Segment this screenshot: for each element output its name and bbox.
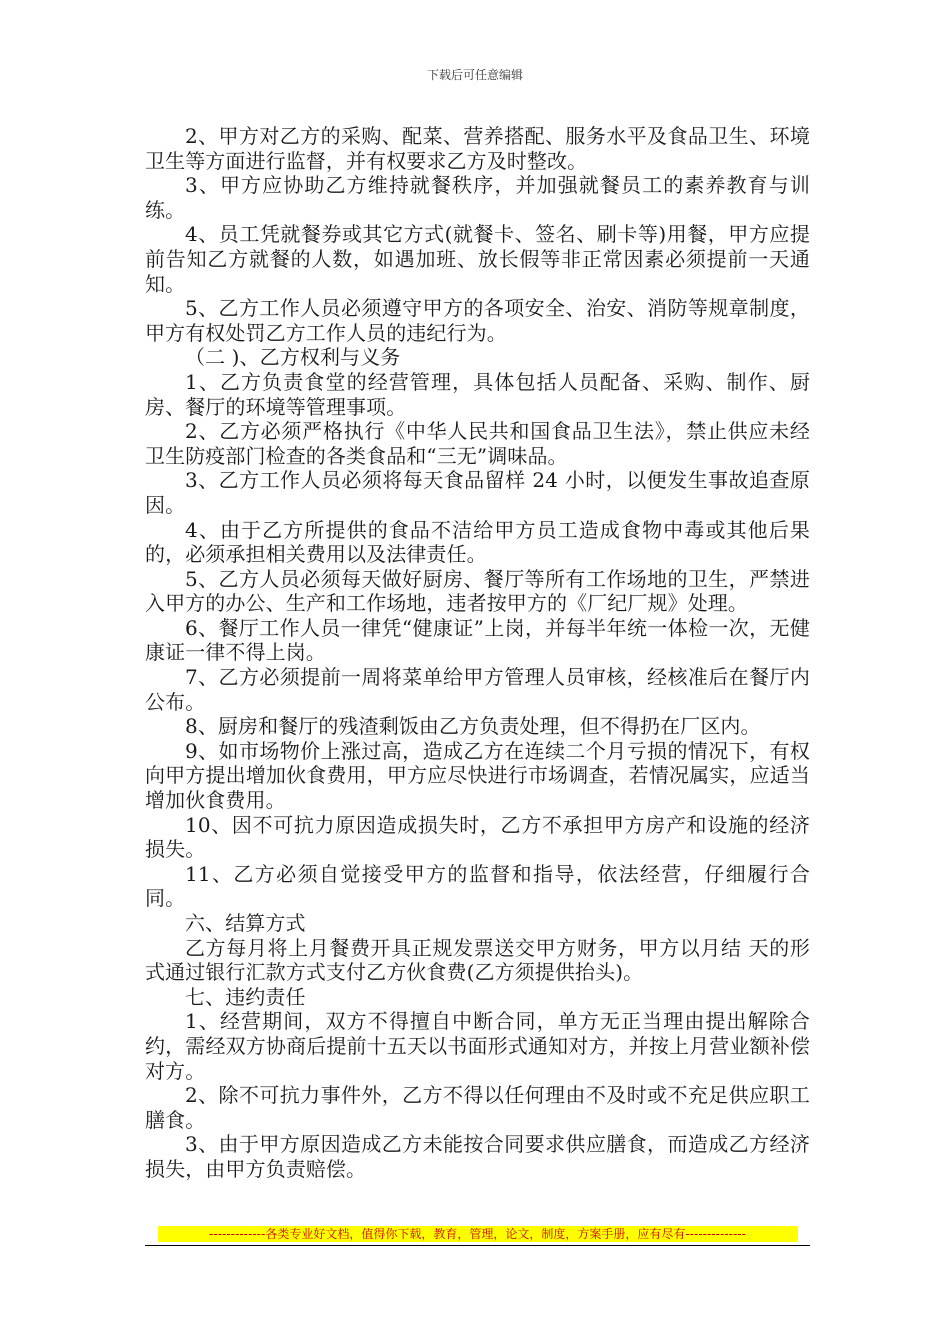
paragraph: 4、由于乙方所提供的食品不洁给甲方员工造成食物中毒或其他后果的，必须承担相关费用以及法律责任。 [145, 517, 810, 567]
footer-divider [145, 1245, 810, 1246]
paragraph: 11、乙方必须自觉接受甲方的监督和指导，依法经营，仔细履行合同。 [145, 861, 810, 911]
paragraph: 5、乙方人员必须每天做好厨房、餐厅等所有工作场地的卫生，严禁进入甲方的办公、生产和工作场地，违者按甲方的《厂纪厂规》处理。 [145, 566, 810, 616]
paragraph: 10、因不可抗力原因造成损失时，乙方不承担甲方房产和设施的经济损失。 [145, 812, 810, 862]
paragraph: 1、经营期间，双方不得擅自中断合同，单方无正当理由提出解除合约，需经双方协商后提前十五天以书面形式通知对方，并按上月营业额补偿对方。 [145, 1009, 810, 1083]
paragraph: 3、乙方工作人员必须将每天食品留样 24 小时，以便发生事故追查原因。 [145, 468, 810, 517]
section-heading: 六、结算方式 [185, 911, 306, 935]
paragraph: 8、厨房和餐厅的残渣剩饭由乙方负责处理，但不得扔在厂区内。 [185, 714, 761, 739]
paragraph: 乙方每月将上月餐费开具正规发票送交甲方财务，甲方以月结 天的形式通过银行汇款方式支付乙方伙食费(乙方须提供抬头)。 [145, 935, 810, 985]
paragraph: 4、员工凭就餐券或其它方式(就餐卡、签名、刷卡等)用餐，甲方应提前告知乙方就餐的人数，如遇加班、放长假等非正常因素必须提前一天通知。 [145, 222, 810, 296]
paragraph: 2、乙方必须严格执行《中华人民共和国食品卫生法》，禁止供应未经卫生防疫部门检查的各类食品和“三无”调味品。 [145, 419, 810, 468]
paragraph: 3、由于甲方原因造成乙方未能按合同要求供应膳食，而造成乙方经济损失，由甲方负责赔偿。 [145, 1132, 810, 1181]
document-body [145, 124, 810, 1182]
paragraph: 9、如市场物价上涨过高，造成乙方在连续二个月亏损的情况下，有权向甲方提出增加伙食费用，甲方应尽快进行市场调查，若情况属实，应适当增加伙食费用。 [145, 738, 810, 813]
paragraph: 1、乙方负责食堂的经营管理，具体包括人员配备、采购、制作、厨房、餐厅的环境等管理事项。 [145, 369, 810, 419]
paragraph: 5、乙方工作人员必须遵守甲方的各项安全、治安、消防等规章制度，甲方有权处罚乙方工作人员的违纪行为。 [145, 296, 810, 345]
page-footer [145, 1226, 810, 1246]
section-heading: （二 )、乙方权利与义务 [185, 345, 401, 370]
paragraph: 6、餐厅工作人员一律凭“健康证”上岗，并每半年统一体检一次，无健康证一律不得上岗。 [145, 615, 810, 665]
footer-banner: -------------各类专业好文档，值得你下载，教育，管理，论文，制度，方案手册，应有尽有-------------- [158, 1226, 798, 1242]
paragraph: 2、除不可抗力事件外，乙方不得以任何理由不及时或不充足供应职工膳食。 [145, 1083, 810, 1132]
paragraph: 3、甲方应协助乙方维持就餐秩序，并加强就餐员工的素养教育与训练。 [145, 173, 810, 222]
section-heading: 七、违约责任 [185, 984, 306, 1009]
paragraph: 7、乙方必须提前一周将菜单给甲方管理人员审核，经核准后在餐厅内公布。 [145, 665, 810, 714]
page-header: 下载后可任意编辑 [426, 68, 523, 82]
paragraph: 2、甲方对乙方的采购、配菜、营养搭配、服务水平及食品卫生、环境卫生等方面进行监督，并有权要求乙方及时整改。 [145, 124, 810, 173]
